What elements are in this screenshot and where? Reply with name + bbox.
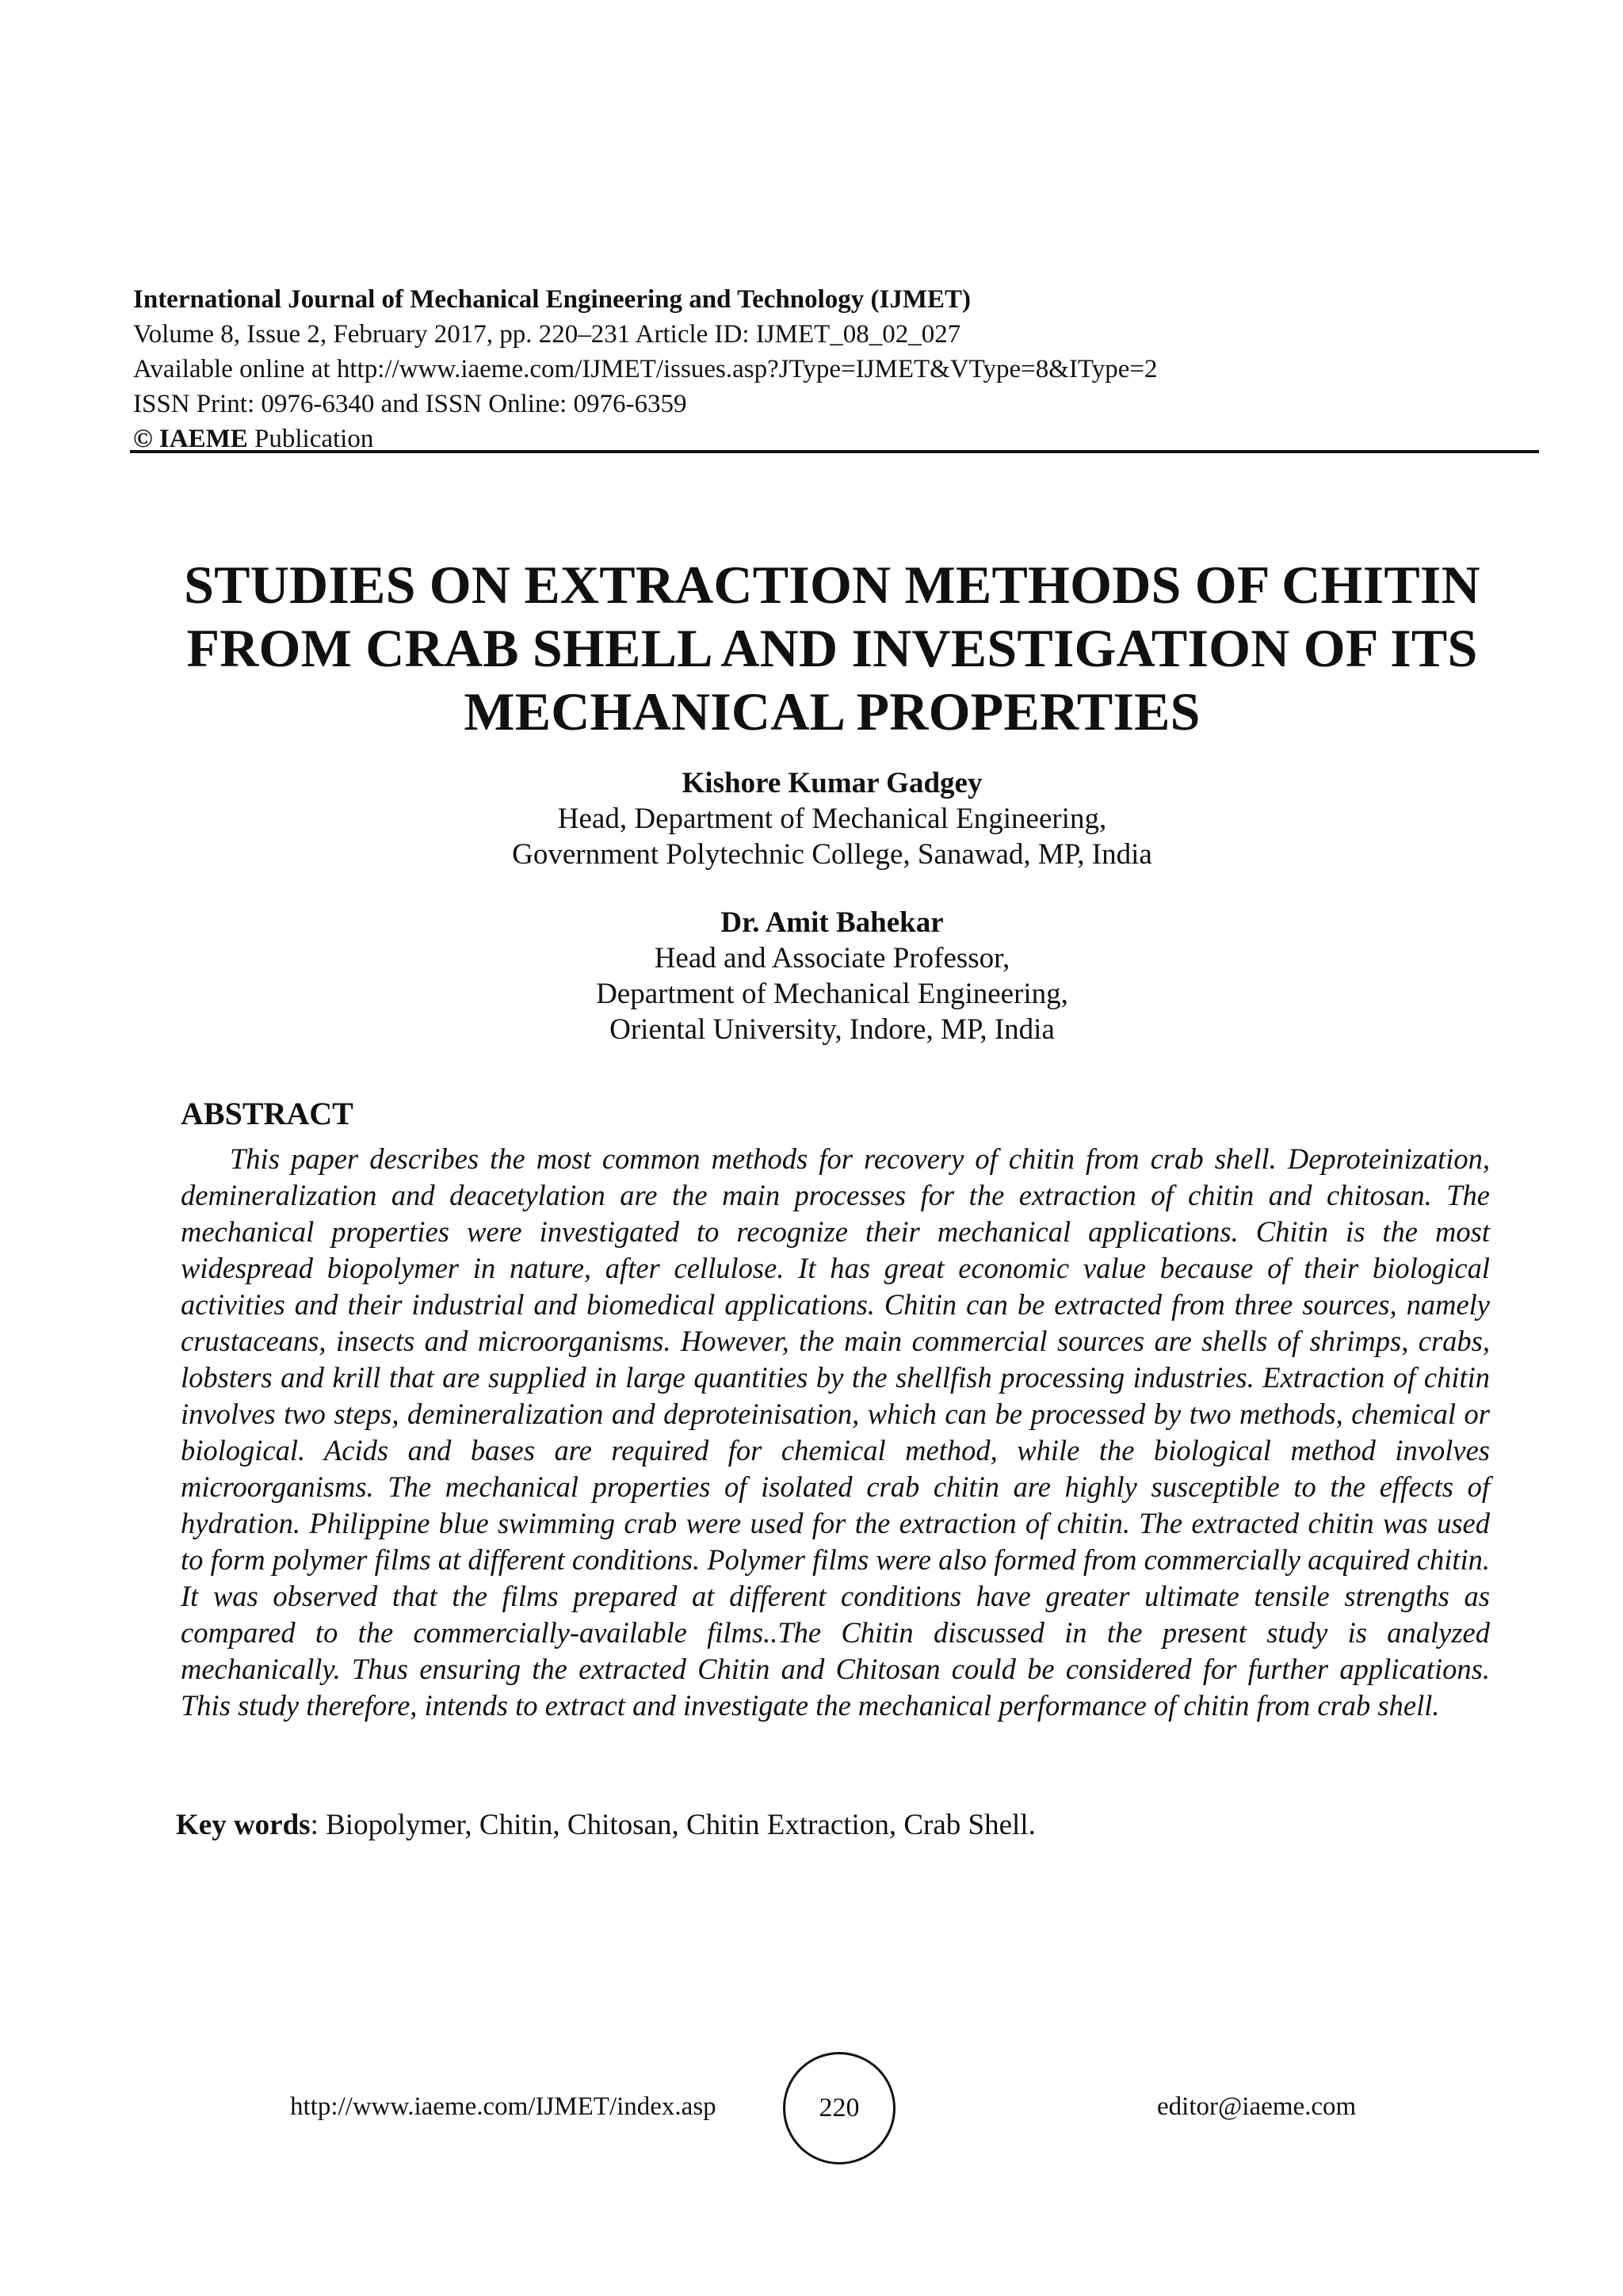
online-availability-line: Available online at http://www.iaeme.com/IJMET/issues.asp?JType=IJMET&VType=8&IType=2 [133, 355, 1158, 383]
author-affiliation-line: Department of Mechanical Engineering, [596, 978, 1068, 1010]
author-affiliation-line: Head and Associate Professor, [654, 942, 1010, 974]
title-line-3: MECHANICAL PROPERTIES [464, 681, 1201, 742]
publisher-suffix: Publication [254, 425, 374, 453]
page-number-badge [783, 2052, 896, 2164]
journal-name: International Journal of Mechanical Engineering and Technology (IJMET) [133, 285, 971, 314]
keywords-line [176, 1808, 1036, 1842]
publisher-name: IAEME [158, 425, 248, 453]
author-block-2 [119, 905, 1545, 1047]
abstract-body: This paper describes the most common methods for recovery of chitin from crab shell. Deproteinization, demineralization and deacetylation are the main processes for the extraction of chitin and chitosan. The mechanical properties were investigated to recognize their mechanical applications. Chitin is the most widespread biopolymer in nature, after cellulose. It has great economic value because of their biological activities and their industrial and biomedical applications. Chitin can be extracted from three sources, namely crustaceans, insects and microorganisms. However, the main commercial sources are shells of shrimps, crabs, lobsters and krill that are supplied in large quantities by the shellfish processing industries. Extraction of chitin involves two steps, demineralization and deproteinisation, which can be processed by two methods, chemical or biological. Acids and bases are required for chemical method, while the biological method involves microorganisms. The mechanical properties of isolated crab chitin are highly susceptible to the effects of hydration. Philippine blue swimming crab were used for the extraction of chitin. The extracted chitin was used to form polymer films at different conditions. Polymer films were also formed from commercially acquired chitin. It was observed that the films prepared at different conditions have greater ultimate tensile strengths as compared to the commercially-available films..The Chitin discussed in the present study is analyzed mechanically. Thus ensuring the extracted Chitin and Chitosan could be considered for further applications. This study therefore, intends to extract and investigate the mechanical performance of chitin from crab shell. [181, 1142, 1490, 1722]
journal-header [133, 282, 1539, 456]
volume-issue-line: Volume 8, Issue 2, February 2017, pp. 220–231 Article ID: IJMET_08_02_027 [133, 320, 961, 349]
keywords-value: Biopolymer, Chitin, Chitosan, Chitin Extraction, Crab Shell. [318, 1809, 1036, 1841]
title-line-1: STUDIES ON EXTRACTION METHODS OF CHITIN [184, 555, 1480, 615]
paper-title [119, 553, 1545, 743]
page-number: 220 [819, 2093, 860, 2122]
author-affiliation-line: Government Polytechnic College, Sanawad, MP, India [512, 838, 1152, 871]
header-divider [130, 450, 1539, 453]
copyright-symbol: © [133, 425, 153, 453]
footer-email: editor@iaeme.com [1157, 2092, 1357, 2121]
keywords-label: Key words [176, 1809, 311, 1841]
author-name: Kishore Kumar Gadgey [682, 767, 983, 799]
issn-line: ISSN Print: 0976-6340 and ISSN Online: 0976-6359 [133, 390, 687, 418]
author-name: Dr. Amit Bahekar [720, 906, 944, 939]
abstract-heading: ABSTRACT [181, 1096, 353, 1131]
author-affiliation-line: Head, Department of Mechanical Engineering, [557, 803, 1107, 835]
footer-url: http://www.iaeme.com/IJMET/index.asp [290, 2092, 716, 2121]
author-affiliation-line: Oriental University, Indore, MP, India [609, 1013, 1055, 1046]
title-line-2: FROM CRAB SHELL AND INVESTIGATION OF ITS [186, 618, 1478, 678]
author-block-1 [119, 765, 1545, 872]
keywords-separator: : [310, 1809, 319, 1841]
